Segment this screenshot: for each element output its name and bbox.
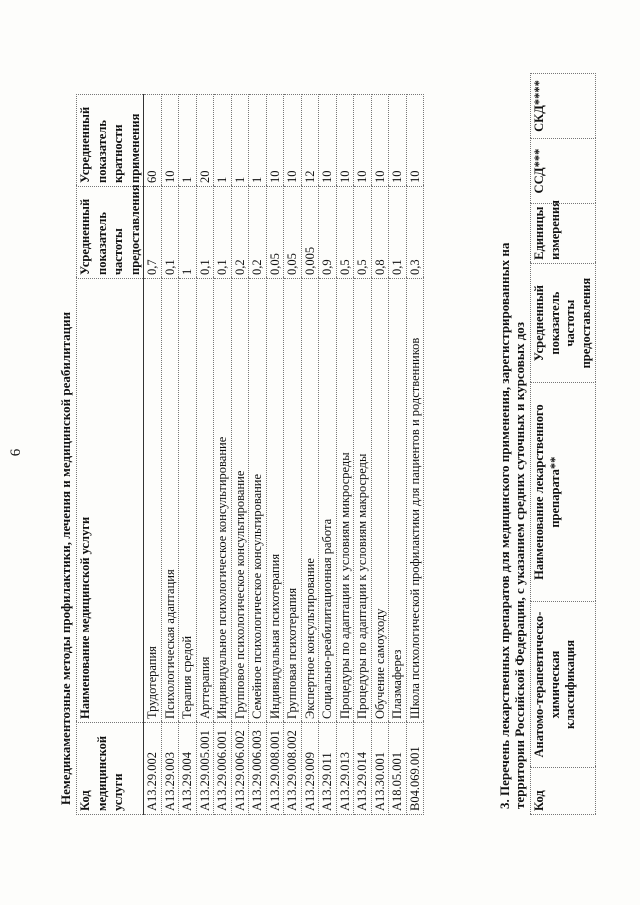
table-header-row bbox=[77, 95, 144, 815]
cell-multiplicity: 10 bbox=[284, 95, 302, 187]
cell-code: A13.29.006.002 bbox=[231, 723, 249, 815]
table-row bbox=[179, 95, 197, 815]
cell-frequency: 0,1 bbox=[161, 187, 179, 279]
cell-multiplicity: 20 bbox=[196, 95, 214, 187]
cell-frequency: 0,1 bbox=[214, 187, 232, 279]
header-drug-name: Наименование лекарственного препарата** bbox=[531, 383, 596, 601]
cell-frequency: 0,3 bbox=[406, 187, 424, 279]
cell-multiplicity: 60 bbox=[144, 95, 162, 187]
cell-multiplicity: 10 bbox=[354, 95, 372, 187]
table-row bbox=[319, 95, 337, 815]
cell-frequency: 0,005 bbox=[301, 187, 319, 279]
cell-name: Обучение самоуходу bbox=[371, 279, 389, 723]
cell-name: Групповая психотерапия bbox=[284, 279, 302, 723]
cell-multiplicity: 12 bbox=[301, 95, 319, 187]
cell-code: B04.069.001 bbox=[406, 723, 424, 815]
cell-multiplicity: 1 bbox=[231, 95, 249, 187]
table-header-row bbox=[531, 74, 596, 815]
header-frequency: Усредненный показатель частоты предоставления bbox=[531, 263, 596, 383]
cell-name: Школа психологической профилактики для пациентов и родственников bbox=[406, 279, 424, 723]
cell-code: A13.29.014 bbox=[354, 723, 372, 815]
table-row bbox=[249, 95, 267, 815]
header-code: Код медицинской услуги bbox=[77, 723, 144, 815]
cell-multiplicity: 1 bbox=[214, 95, 232, 187]
header-frequency: Усредненный показатель частоты предоставления bbox=[77, 187, 144, 279]
cell-code: A13.29.006.003 bbox=[249, 723, 267, 815]
non-drug-methods-table bbox=[76, 94, 424, 815]
cell-code: A13.29.013 bbox=[336, 723, 354, 815]
table-row bbox=[336, 95, 354, 815]
drug-list-table bbox=[530, 73, 596, 815]
table-body bbox=[144, 95, 424, 815]
cell-multiplicity: 10 bbox=[161, 95, 179, 187]
cell-name: Арттерапия bbox=[196, 279, 214, 723]
cell-multiplicity: 10 bbox=[336, 95, 354, 187]
cell-frequency: 0,05 bbox=[284, 187, 302, 279]
cell-multiplicity: 10 bbox=[406, 95, 424, 187]
table-row bbox=[284, 95, 302, 815]
cell-code: A18.05.001 bbox=[389, 723, 407, 815]
cell-name: Групповое психологическое консультирование bbox=[231, 279, 249, 723]
cell-frequency: 0,2 bbox=[249, 187, 267, 279]
cell-name: Индивидуальное психологическое консультирование bbox=[214, 279, 232, 723]
cell-name: Индивидуальная психотерапия bbox=[266, 279, 284, 723]
cell-code: A13.29.008.001 bbox=[266, 723, 284, 815]
cell-name: Психологическая адаптация bbox=[161, 279, 179, 723]
cell-frequency: 1 bbox=[179, 187, 197, 279]
header-ssd: ССД*** bbox=[531, 139, 596, 204]
table-row bbox=[301, 95, 319, 815]
header-skd: СКД**** bbox=[531, 74, 596, 139]
cell-multiplicity: 10 bbox=[371, 95, 389, 187]
table-row bbox=[389, 95, 407, 815]
table-row bbox=[231, 95, 249, 815]
table-row bbox=[144, 95, 162, 815]
header-name: Наименование медицинской услуги bbox=[77, 279, 144, 723]
page-number: 6 bbox=[8, 448, 24, 457]
cell-name: Процедуры по адаптации к условиям макросреды bbox=[354, 279, 372, 723]
cell-frequency: 0,1 bbox=[196, 187, 214, 279]
cell-name: Процедуры по адаптации к условиям микросреды bbox=[336, 279, 354, 723]
cell-frequency: 0,5 bbox=[354, 187, 372, 279]
table-row bbox=[266, 95, 284, 815]
cell-frequency: 0,8 bbox=[371, 187, 389, 279]
cell-name: Терапия средой bbox=[179, 279, 197, 723]
cell-multiplicity: 1 bbox=[179, 95, 197, 187]
cell-name: Социально-реабилитационная работа bbox=[319, 279, 337, 723]
cell-frequency: 0,7 bbox=[144, 187, 162, 279]
cell-code: A13.29.006.001 bbox=[214, 723, 232, 815]
cell-code: A13.29.002 bbox=[144, 723, 162, 815]
header-units: Единицы измерения bbox=[531, 204, 596, 264]
table-row bbox=[406, 95, 424, 815]
cell-frequency: 0,05 bbox=[266, 187, 284, 279]
table-row bbox=[196, 95, 214, 815]
header-code: Код bbox=[531, 768, 596, 815]
cell-frequency: 0,9 bbox=[319, 187, 337, 279]
cell-multiplicity: 10 bbox=[266, 95, 284, 187]
cell-multiplicity: 10 bbox=[389, 95, 407, 187]
cell-frequency: 0,1 bbox=[389, 187, 407, 279]
cell-code: A13.29.008.002 bbox=[284, 723, 302, 815]
table-row bbox=[354, 95, 372, 815]
cell-code: A13.29.009 bbox=[301, 723, 319, 815]
header-atc-classification: Анатомо-терапевтическо-химическая классификация bbox=[531, 601, 596, 767]
cell-name: Трудотерапия bbox=[144, 279, 162, 723]
section-title-non-drug-methods: Немедикаментозные методы профилактики, лечения и медицинской реабилитации bbox=[58, 311, 73, 805]
cell-multiplicity: 1 bbox=[249, 95, 267, 187]
table-row bbox=[371, 95, 389, 815]
cell-code: A13.29.005.001 bbox=[196, 723, 214, 815]
cell-code: A13.30.001 bbox=[371, 723, 389, 815]
cell-code: A13.29.003 bbox=[161, 723, 179, 815]
cell-code: A13.29.011 bbox=[319, 723, 337, 815]
cell-name: Экспертное консультирование bbox=[301, 279, 319, 723]
cell-frequency: 0,5 bbox=[336, 187, 354, 279]
table-row bbox=[214, 95, 232, 815]
cell-multiplicity: 10 bbox=[319, 95, 337, 187]
cell-frequency: 0,2 bbox=[231, 187, 249, 279]
section-title-drug-list: 3. Перечень лекарственных препаратов для медицинского применения, зарегистрированных на территории Российской Федерации, с указанием средних суточных и курсовых доз bbox=[497, 242, 527, 809]
table-row bbox=[161, 95, 179, 815]
cell-code: A13.29.004 bbox=[179, 723, 197, 815]
header-multiplicity: Усредненный показатель кратности применения bbox=[77, 95, 144, 187]
cell-name: Плазмаферез bbox=[389, 279, 407, 723]
cell-name: Семейное психологическое консультирование bbox=[249, 279, 267, 723]
